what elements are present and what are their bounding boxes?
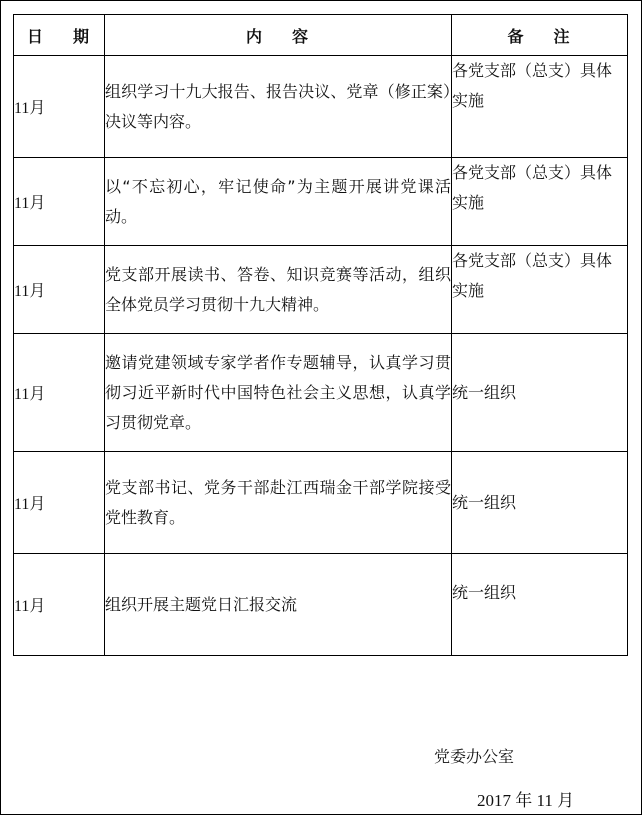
row-note: 统一组织 — [452, 334, 628, 452]
row-note: 统一组织 — [452, 554, 628, 656]
header-date: 日 期 — [14, 15, 105, 56]
row-content: 组织学习十九大报告、报告决议、党章（修正案）决议等内容。 — [105, 56, 452, 158]
header-content: 内 容 — [105, 15, 452, 56]
table-row — [14, 334, 628, 452]
schedule-table — [13, 14, 628, 656]
row-note: 各党支部（总支）具体实施 — [452, 158, 628, 246]
row-date: 11月 — [14, 246, 105, 334]
table-row — [14, 554, 628, 656]
signature-date: 2017 年 11 月 — [477, 791, 575, 810]
row-content: 以“不忘初心，牢记使命”为主题开展讲党课活动。 — [105, 158, 452, 246]
table-row — [14, 246, 628, 334]
table-row — [14, 452, 628, 554]
table-row — [14, 158, 628, 246]
signature-office: 党委办公室 — [434, 747, 515, 766]
row-content: 党支部开展读书、答卷、知识竞赛等活动，组织全体党员学习贯彻十九大精神。 — [105, 246, 452, 334]
table-row — [14, 56, 628, 158]
row-date: 11月 — [14, 158, 105, 246]
row-content: 组织开展主题党日汇报交流 — [105, 554, 452, 656]
table-header-row — [14, 15, 628, 56]
row-content: 邀请党建领域专家学者作专题辅导，认真学习贯彻习近平新时代中国特色社会主义思想，认真学习贯彻党章。 — [105, 334, 452, 452]
row-date: 11月 — [14, 334, 105, 452]
row-note: 各党支部（总支）具体实施 — [452, 246, 628, 334]
row-date: 11月 — [14, 554, 105, 656]
row-note: 统一组织 — [452, 452, 628, 554]
row-content: 党支部书记、党务干部赴江西瑞金干部学院接受党性教育。 — [105, 452, 452, 554]
row-date: 11月 — [14, 56, 105, 158]
header-note: 备 注 — [452, 15, 628, 56]
row-date: 11月 — [14, 452, 105, 554]
row-note: 各党支部（总支）具体实施 — [452, 56, 628, 158]
